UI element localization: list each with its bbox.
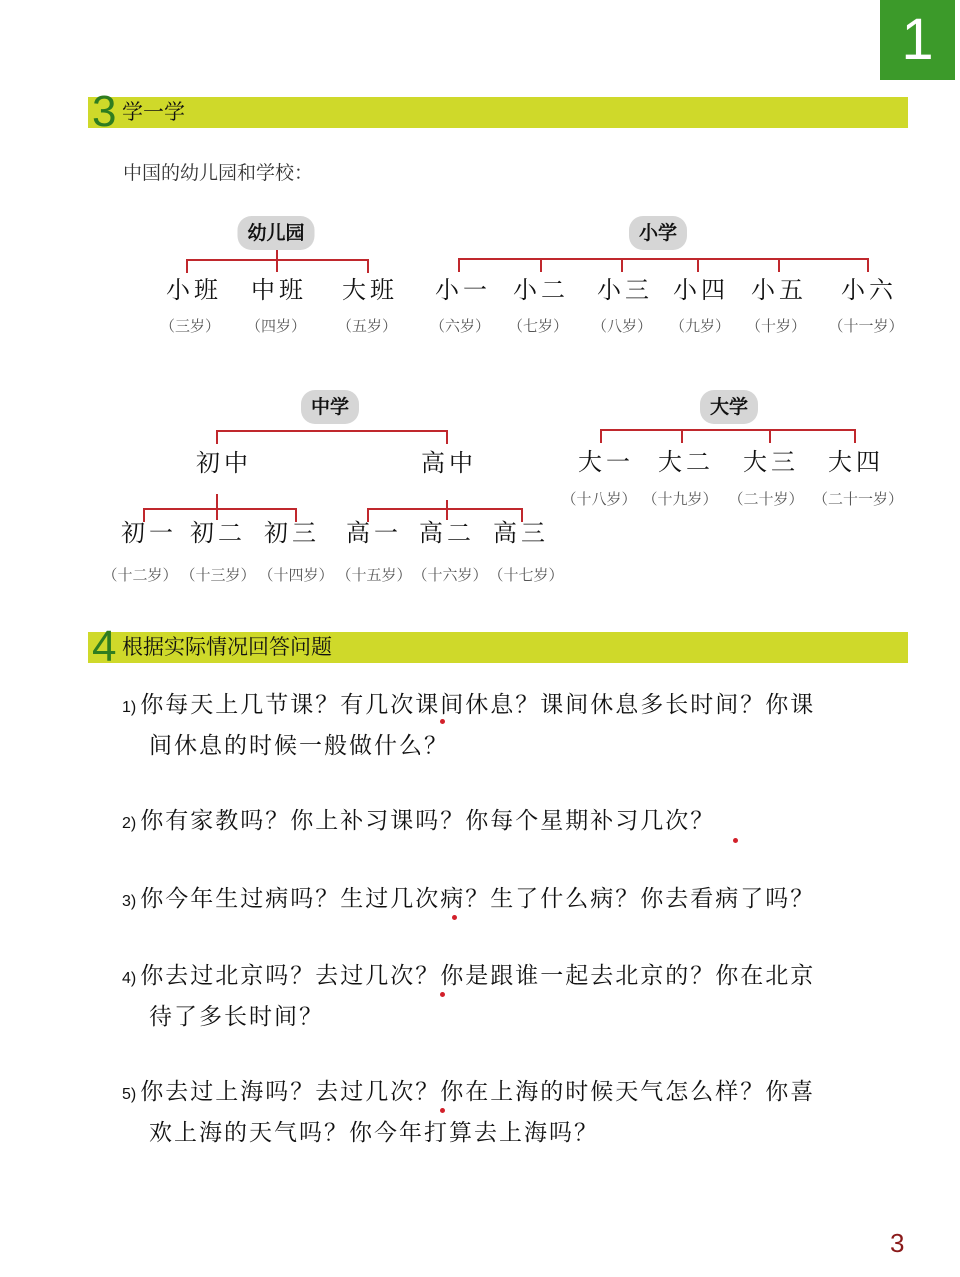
tree-line: [867, 258, 869, 272]
emphasis-dot: [440, 992, 445, 997]
grade-name: 初三: [264, 519, 320, 547]
grade-name: 小六: [841, 276, 897, 304]
tree-line: [186, 259, 188, 273]
grade-name: 初一: [121, 519, 177, 547]
grade-name: 小五: [751, 276, 807, 304]
grade-age: （十九岁）: [642, 490, 718, 508]
primary-label: 小学: [629, 216, 687, 250]
grade-age: （十七岁）: [488, 566, 564, 584]
tree-line: [216, 430, 218, 444]
question-number: 3): [122, 893, 137, 910]
grade-name: 小一: [435, 276, 491, 304]
grade-age: （九岁）: [669, 317, 731, 335]
question-number: 4): [122, 970, 137, 987]
grade-name: 大三: [743, 448, 799, 476]
tree-line: [681, 429, 683, 443]
question-number: 2): [122, 815, 137, 832]
tree-line: [697, 258, 699, 272]
tree-line: [143, 508, 297, 510]
tree-line: [276, 250, 278, 272]
grade-age: （五岁）: [336, 317, 398, 335]
university-label: 大学: [700, 390, 758, 424]
grade-age: （十三岁）: [180, 566, 256, 584]
grade-name: 小班: [166, 276, 222, 304]
tree-line: [367, 259, 369, 273]
tree-line: [446, 430, 448, 444]
senior-high-label: 高中: [421, 449, 477, 477]
tree-line: [458, 258, 460, 272]
section-4-title: 根据实际情况回答问题: [122, 636, 332, 659]
grade-age: （四岁）: [245, 317, 307, 335]
grade-name: 大二: [658, 448, 714, 476]
section-3-title: 学一学: [122, 101, 185, 124]
question-number: 1): [122, 699, 137, 716]
section-3-number: 3: [92, 87, 117, 136]
grade-name: 大班: [342, 276, 398, 304]
emphasis-dot: [440, 1108, 445, 1113]
question-text: 你每天上几节课？有几次课间休息？课间休息多长时间？你课: [140, 692, 816, 718]
question-text: 你去过上海吗？去过几次？你在上海的时候天气怎么样？你喜: [140, 1079, 816, 1105]
grade-age: （三岁）: [159, 317, 221, 335]
tree-line: [600, 429, 602, 443]
kindergarten-label: 幼儿园: [237, 216, 314, 250]
grade-name: 小三: [597, 276, 653, 304]
middle-school-label: 中学: [301, 390, 359, 424]
tree-line: [600, 429, 856, 431]
grade-age: （十八岁）: [561, 490, 637, 508]
grade-age: （十六岁）: [412, 566, 488, 584]
question-1: [122, 686, 912, 765]
emphasis-dot: [440, 719, 445, 724]
question-text: 你今年生过病吗？生过几次病？生了什么病？你去看病了吗？: [140, 886, 816, 912]
grade-name: 中班: [251, 276, 307, 304]
tree-line: [367, 508, 523, 510]
junior-high-label: 初中: [196, 449, 252, 477]
question-text-continued: 欢上海的天气吗？你今年打算去上海吗？: [149, 1120, 599, 1146]
page-number: 3: [890, 1228, 905, 1258]
section-4-number: 4: [92, 622, 117, 671]
grade-age: （十五岁）: [336, 566, 412, 584]
emphasis-dot: [452, 915, 457, 920]
question-4: [122, 957, 912, 1036]
tree-line: [458, 258, 869, 260]
grade-age: （十四岁）: [258, 566, 334, 584]
question-text-continued: 待了多长时间？: [149, 1004, 324, 1030]
grade-name: 小二: [513, 276, 569, 304]
tree-line: [778, 258, 780, 272]
grade-name: 高二: [419, 519, 475, 547]
tree-line: [769, 429, 771, 443]
grade-name: 大四: [828, 448, 884, 476]
question-5: [122, 1073, 912, 1152]
grade-name: 初二: [190, 519, 246, 547]
question-number: 5): [122, 1086, 137, 1103]
grade-name: 大一: [578, 448, 634, 476]
emphasis-dot: [733, 838, 738, 843]
grade-age: （十一岁）: [828, 317, 904, 335]
tree-line: [216, 430, 448, 432]
tree-line: [540, 258, 542, 272]
chapter-badge: 1: [880, 0, 955, 80]
grade-age: （二十岁）: [728, 490, 804, 508]
question-text-continued: 间休息的时候一般做什么？: [149, 733, 449, 759]
grade-name: 小四: [673, 276, 729, 304]
question-text: 你有家教吗？你上补习课吗？你每个星期补习几次？: [140, 808, 716, 834]
grade-name: 高三: [493, 519, 549, 547]
section-4-header: [88, 622, 908, 671]
tree-line: [854, 429, 856, 443]
grade-age: （六岁）: [429, 317, 491, 335]
section-3-header: [88, 87, 908, 136]
grade-age: （七岁）: [507, 317, 569, 335]
question-text: 你去过北京吗？去过几次？你是跟谁一起去北京的？你在北京: [140, 963, 816, 989]
grade-age: （十二岁）: [102, 566, 178, 584]
intro-text: 中国的幼儿园和学校：: [123, 163, 314, 184]
tree-line: [621, 258, 623, 272]
grade-age: （八岁）: [591, 317, 653, 335]
grade-name: 高一: [346, 519, 402, 547]
question-2: [122, 802, 912, 843]
grade-age: （二十一岁）: [812, 490, 904, 508]
tree-line: [216, 494, 218, 520]
grade-age: （十岁）: [745, 317, 807, 335]
question-3: [122, 880, 912, 921]
tree-line: [446, 500, 448, 520]
